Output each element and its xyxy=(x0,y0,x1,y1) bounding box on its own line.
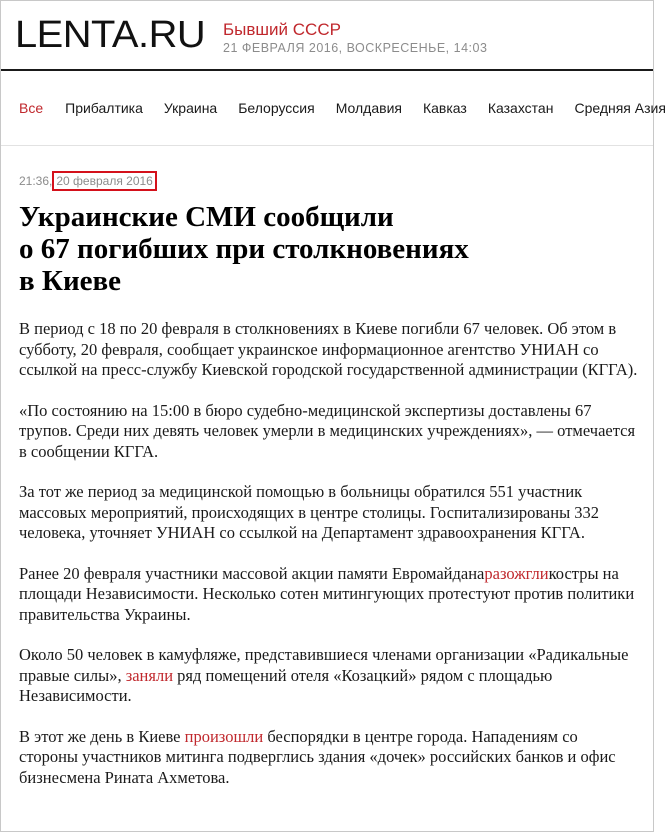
paragraph-3: За тот же период за медицинской помощью в больницы обратился 551 участник массовых мероприятий, происходящих в центре столицы. Госпитализированы 332 человека, уточняет УНИАН со ссылкой на Департамент здравоохранения КГГА. xyxy=(19,482,600,542)
site-logo[interactable]: LENTA.RU xyxy=(15,14,206,56)
section-title[interactable]: Бывший СССР xyxy=(223,20,341,39)
paragraph-6-text-a: В этот же день в Киеве xyxy=(19,726,185,746)
paragraph-5-text-b: ряд помещений отеля «Козацкий» рядом с площадью Независимости. xyxy=(19,665,553,705)
paragraph-4-text-b: костры на площади Независимости. Несколько сотен митингующих протестуют против политики правительства Украины. xyxy=(19,563,635,624)
nav-item-kazakhstan[interactable]: Казахстан xyxy=(487,100,554,116)
title-line-3: в Киеве xyxy=(19,265,122,297)
article-body xyxy=(19,319,639,808)
nav-item-moldova[interactable]: Молдавия xyxy=(335,100,402,116)
nav-item-caucasus[interactable]: Кавказ xyxy=(422,100,467,116)
region-nav xyxy=(1,71,666,145)
article-time: 21:36, xyxy=(19,174,53,188)
paragraph-4 xyxy=(19,564,639,626)
nav-divider xyxy=(1,145,653,146)
nav-item-all[interactable]: Все xyxy=(19,100,44,116)
link-razozhgli[interactable]: разожгли xyxy=(484,563,549,583)
paragraph-5-text-a: Около 50 человек в камуфляже, представившиеся членами организации «Радикальные правые силы», xyxy=(19,645,629,685)
site-header xyxy=(1,1,653,69)
title-line-2: о 67 погибших при столкновениях xyxy=(19,233,469,265)
paragraph-5 xyxy=(19,645,639,707)
paragraph-6 xyxy=(19,727,639,789)
nav-item-central-asia[interactable]: Средняя Азия xyxy=(574,100,666,116)
nav-item-ukraine[interactable]: Украина xyxy=(163,100,218,116)
paragraph-2: «По состоянию на 15:00 в бюро судебно-медицинской экспертизы доставлены 67 трупов. Среди них девять человек умерли в медицинских учреждениях», — отмечается в сообщении КГГА. xyxy=(19,400,636,461)
paragraph-6-text-b: беспорядки в центре города. Нападениям со стороны участников митинга подверглись здания «дочек» российских банков и офис бизнесмена Рината Ахметова. xyxy=(19,726,616,787)
article-title xyxy=(19,201,639,297)
link-proizoshli[interactable]: произошли xyxy=(184,726,264,746)
current-date: 21 ФЕВРАЛЯ 2016, ВОСКРЕСЕНЬЕ, 14:03 xyxy=(223,41,488,55)
article-meta xyxy=(19,171,157,191)
article-date[interactable]: 20 февраля 2016 xyxy=(52,171,156,191)
nav-item-baltics[interactable]: Прибалтика xyxy=(65,100,143,116)
paragraph-1: В период с 18 по 20 февраля в столкновениях в Киеве погибли 67 человек. Об этом в субботу, 20 февраля, сообщает украинское информационное агентство УНИАН со ссылкой на пресс-службу Киевской городской государственной администрации (КГГА). xyxy=(19,319,638,379)
paragraph-4-text-a: Ранее 20 февраля участники массовой акции памяти Евромайдана xyxy=(19,563,485,583)
title-line-1: Украинские СМИ сообщили xyxy=(19,201,394,233)
nav-item-belarus[interactable]: Белоруссия xyxy=(238,100,315,116)
link-zanyali[interactable]: заняли xyxy=(125,665,174,685)
